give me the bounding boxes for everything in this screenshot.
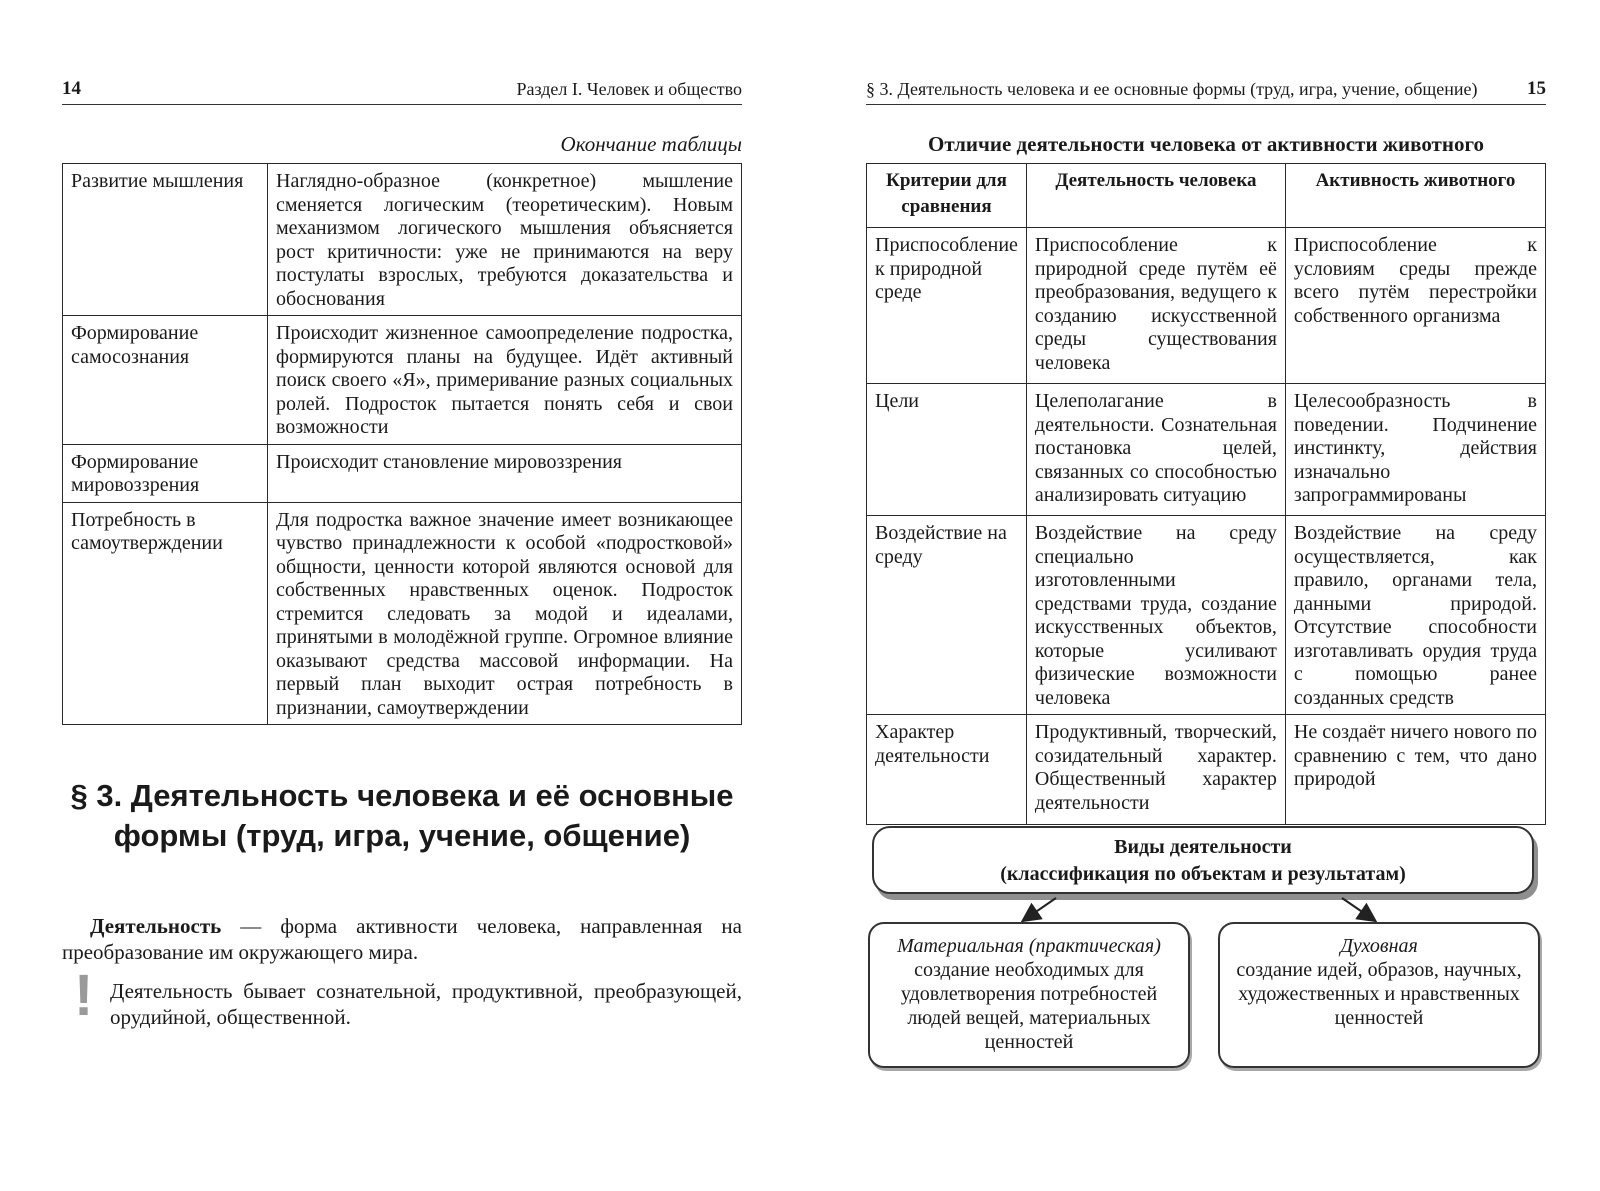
aspect-cell: Потребность в самоутверждении — [63, 502, 268, 725]
human-cell: Целеполагание в деятельности. Сознательная постановка целей, связанных со способностью анализировать ситуацию — [1026, 384, 1285, 516]
material-activity-box — [868, 922, 1190, 1068]
animal-cell: Целесообразность в поведении. Подчинение инстинкту, действия изначально запрограммированы — [1285, 384, 1545, 516]
table-row — [63, 316, 742, 445]
table-title: Отличие деятельности человека от активности животного — [928, 132, 1484, 156]
criterion-cell: Воздействие на среду — [867, 516, 1027, 715]
table-header-row — [867, 164, 1546, 228]
column-header: Деятельность человека — [1026, 164, 1285, 228]
description-cell: Наглядно-образное (конкретное) мышление сменяется логическим (теоретическим). Новым механизмом логического мышления объясняется рост критичности: уже не принимаются на веру постулаты взрослых, требуются доказательства и обоснования — [268, 164, 742, 316]
column-header: Активность животного — [1285, 164, 1545, 228]
human-cell: Продуктивный, творческий, созидательный характер. Общественный характер деятельности — [1026, 715, 1285, 825]
adolescence-table — [62, 163, 742, 725]
comparison-table — [866, 163, 1546, 825]
running-header-left — [62, 76, 742, 105]
definition-term: Деятельность — [90, 914, 222, 938]
box-title: Духовная — [1340, 935, 1418, 957]
description-cell: Для подростка важное значение имеет возникающее чувство принадлежности к особой «подростковой» общности, ценности которой являются основой для собственных нравственных оценок. Подросток стремится следовать за модой и идеалами, принятыми в молодёжной группе. Огромное влияние оказывают средства массовой информации. На первый план выходит острая потребность в признании, самоутверждении — [268, 502, 742, 725]
header-text: Раздел I. Человек и общество — [516, 79, 742, 99]
header-text: § 3. Деятельность человека и ее основные формы (труд, игра, учение, общение) — [866, 79, 1478, 99]
table-row — [867, 384, 1546, 516]
arrow-left — [1024, 898, 1056, 920]
table-row — [867, 228, 1546, 384]
animal-cell: Не создаёт ничего нового по сравнению с тем, что дано природой — [1285, 715, 1545, 825]
exclamation-icon: ! — [74, 963, 94, 1028]
page-number: 14 — [62, 78, 81, 99]
table-row — [867, 516, 1546, 715]
aspect-cell: Формирование самосознания — [63, 316, 268, 445]
criterion-cell: Приспособление к природной среде — [867, 228, 1027, 384]
animal-cell: Приспособление к условиям среды прежде всего путём перестройки собственного организма — [1285, 228, 1545, 384]
animal-cell: Воздействие на среду осуществляется, как правило, органами тела, данными природой. Отсутствие способности изготавливать орудия труда с помощью ранее созданных средств — [1285, 516, 1545, 715]
box-text: создание необходимых для удовлетворения потребностей людей вещей, материальных ценностей — [900, 959, 1158, 1053]
criterion-cell: Характер деятельности — [867, 715, 1027, 825]
description-cell: Происходит жизненное самоопределение подростка, формируются планы на будущее. Идёт активный поиск своего «Я», примеривание разных социальных ролей. Подросток пытается понять себя и свои возможности — [268, 316, 742, 445]
table-row — [63, 444, 742, 502]
diagram-title: Виды деятельности — [1114, 836, 1292, 858]
box-title: Материальная (практическая) — [897, 935, 1161, 957]
human-cell: Приспособление к природной среде путём её преобразования, ведущего к созданию искусственной среды существования человека — [1026, 228, 1285, 384]
page-number: 15 — [1527, 78, 1546, 99]
description-cell: Происходит становление мировоззрения — [268, 444, 742, 502]
running-header-right — [866, 76, 1546, 105]
definition-paragraph — [62, 913, 742, 965]
spiritual-activity-box — [1218, 922, 1540, 1068]
criterion-cell: Цели — [867, 384, 1027, 516]
aspect-cell: Формирование мировоззрения — [63, 444, 268, 502]
diagram-subtitle: (классификация по объектам и результатам) — [1000, 863, 1406, 885]
column-header: Критерии для сравнения — [867, 164, 1027, 228]
aspect-cell: Развитие мышления — [63, 164, 268, 316]
right-page — [866, 0, 1546, 1191]
activity-types-header-box — [872, 826, 1534, 894]
table-continuation-caption: Окончание таблицы — [560, 132, 742, 156]
box-text: создание идей, образов, научных, художественных и нравственных ценностей — [1236, 959, 1522, 1029]
table-row — [63, 164, 742, 316]
left-page — [62, 0, 742, 1191]
arrow-right — [1342, 898, 1374, 920]
table-row — [867, 715, 1546, 825]
human-cell: Воздействие на среду специально изготовленными средствами труда, создание искусственных объектов, которые усиливают физические возможности человека — [1026, 516, 1285, 715]
definition-text: — форма активности человека, направленная на преобразование им окружающего мира. — [62, 914, 742, 964]
note-paragraph: Деятельность бывает сознательной, продуктивной, преобразующей, орудийной, общественной. — [110, 979, 742, 1029]
table-row — [63, 502, 742, 725]
section-title: § 3. Деятельность человека и её основные формы (труд, игра, учение, общение) — [70, 778, 734, 853]
